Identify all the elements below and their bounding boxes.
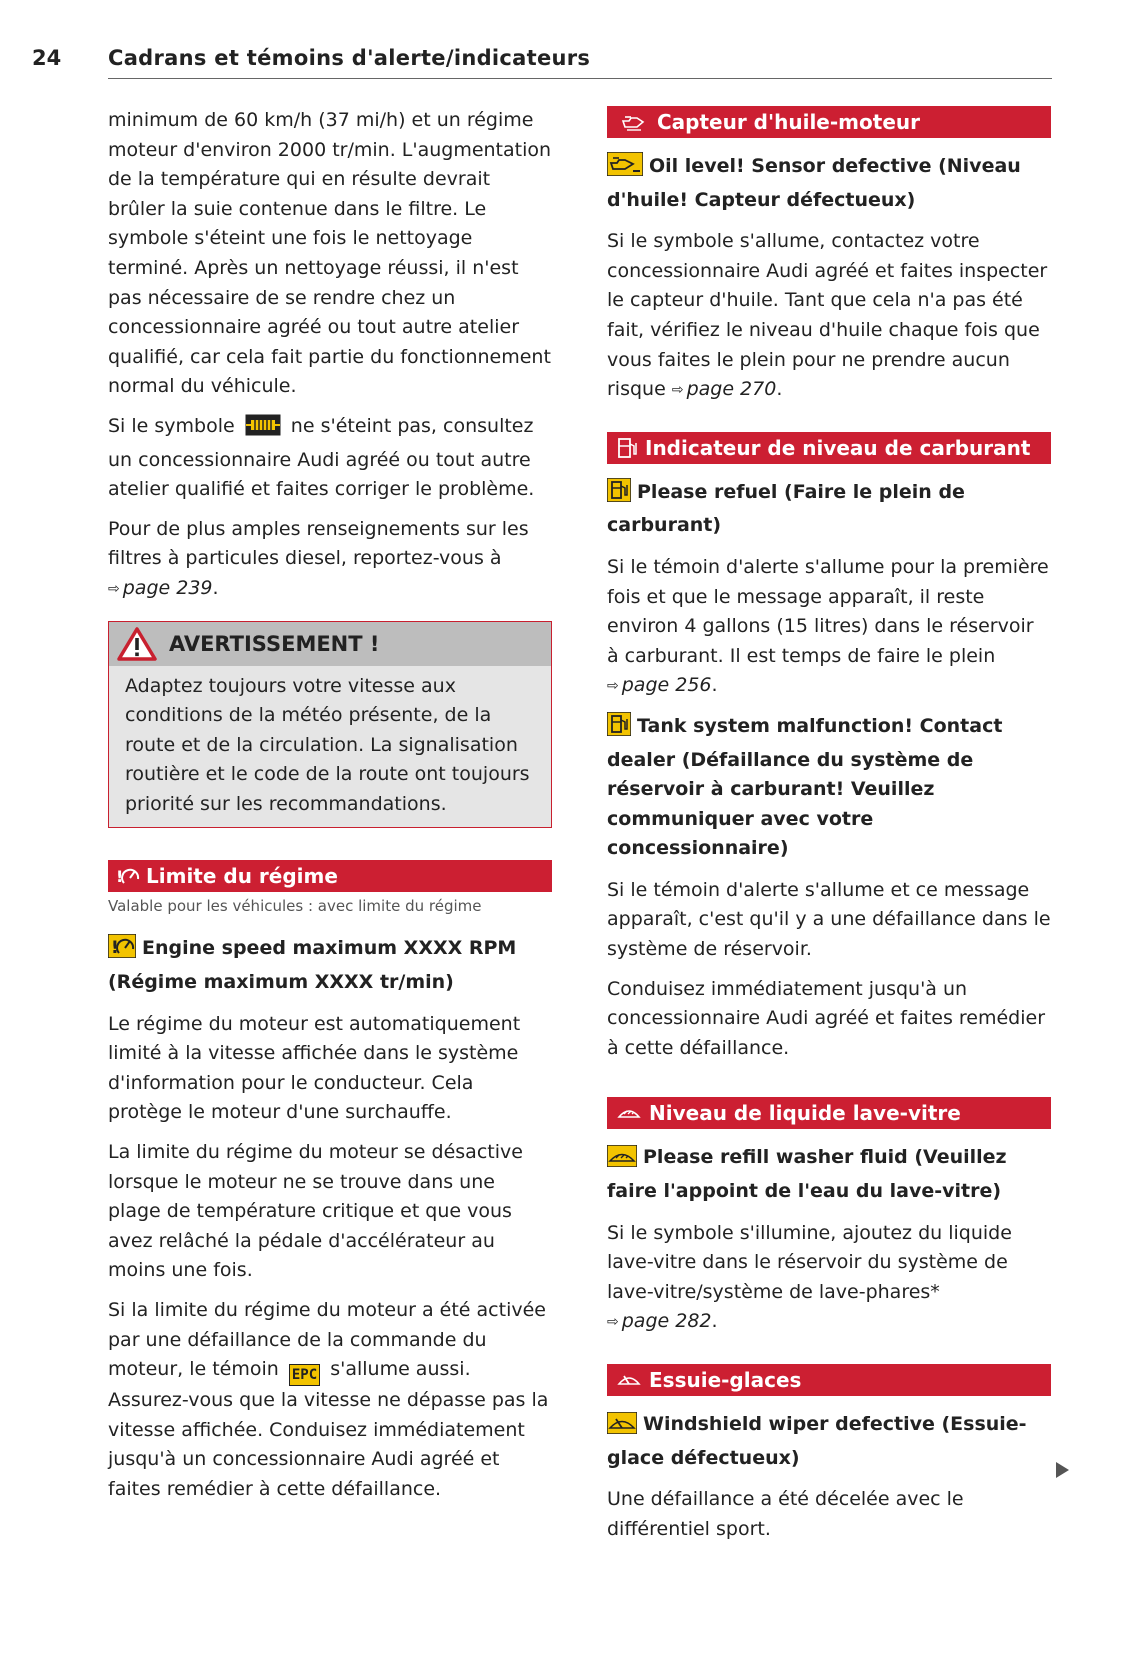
washer-fluid-warning-icon (607, 1145, 637, 1177)
paragraph: Si le symbole s'allume, contactez votre concessionnaire Audi agréé et faites inspecter le capteur d'huile. Tant que cela n'a pas été fait, vérifiez le niveau d'huile chaque fois que vous faites le plein pour ne prendre aucun risque ⇨ page 270. (607, 230, 1048, 401)
paragraph: Si le témoin d'alerte s'allume et ce message apparaît, c'est qu'il y a une défaillance dans le système de réservoir. (607, 878, 1051, 961)
paragraph: Si le témoin d'alerte s'allume pour la première fois et que le message apparaît, il reste environ 4 gallons (15 litres) dans le réservoir à carburant. Il est temps de faire le plein ⇨ page 256. (607, 555, 1049, 697)
message-heading: Oil level! Sensor defective (Niveau d'huile! Capteur défectueux) (607, 152, 1051, 215)
message-heading: Please refuel (Faire le plein de carburant) (607, 478, 1051, 541)
reference-arrow-icon: ⇨ (607, 1314, 619, 1331)
message-heading: ! Engine speed maximum XXXX RPM (Régime maximum XXXX tr/min) (108, 934, 552, 997)
warning-header (109, 622, 551, 666)
warning-text: Adaptez toujours votre vitesse aux conditions de la météo présente, de la route et de la circulation. La signalisation routière et le code de la route ont toujours priorité sur les recommandations. (125, 674, 530, 815)
paragraph: La limite du régime du moteur se désactive lorsque le moteur ne se trouve dans une plage de température critique et que vous avez relâché la pédale d'accélérateur au moins une fois. (108, 1141, 523, 1282)
particulate-filter-icon (245, 414, 281, 446)
paragraph: Conduisez immédiatement jusqu'à un concessionnaire Audi agréé et faites remédier à cette défaillance. (607, 977, 1046, 1059)
wiper-warning-icon (607, 1412, 637, 1444)
oil-can-icon (615, 111, 651, 133)
reference-arrow-icon: ⇨ (607, 678, 619, 695)
fuel-warning-icon (607, 712, 631, 746)
page-number: 24 (32, 46, 62, 70)
section-header-rpm-limit: ! Limite du régime (108, 860, 552, 892)
right-column (607, 106, 1051, 1554)
section-header-oil-sensor: Capteur d'huile-moteur (607, 106, 1051, 138)
reference-arrow-icon: ⇨ (108, 580, 120, 597)
oil-sensor-warning-icon (607, 152, 643, 186)
message-heading: Tank system malfunction! Contact dealer (Défaillance du système de réservoir à carburant! Veuillez communiquer avec votre concessionnaire) (607, 712, 1051, 864)
message-heading: Windshield wiper defective (Essuie-glace défectueux) (607, 1413, 1027, 1469)
wiper-icon (615, 1369, 643, 1391)
next-page-arrow-icon (1056, 1462, 1069, 1478)
page-reference-link[interactable]: ⇨ page 270. (671, 378, 783, 401)
svg-text:!: ! (111, 938, 119, 959)
fuel-warning-icon (607, 478, 631, 512)
section-header-wipers: Essuie-glaces (607, 1364, 1051, 1396)
paragraph: minimum de 60 km/h (37 mi/h) et un régime moteur d'environ 2000 tr/min. L'augmentation de la température qui en résulte devrait brûler la suie contenue dans le filtre. Le symbole s'éteint une fois le nettoyage terminé. Après un nettoyage réussi, il n'est pas nécessaire de se rendre chez un concessionnaire agréé ou tout autre atelier qualifié, car cela fait partie du fonctionnement normal du véhicule. (108, 109, 552, 398)
left-column (108, 106, 552, 1515)
reference-arrow-icon: ⇨ (671, 382, 684, 399)
warning-triangle-icon (117, 626, 157, 662)
section-header-fuel-level: Indicateur de niveau de carburant (607, 432, 1051, 464)
fuel-pump-icon (615, 437, 639, 459)
applicability-note: Valable pour les véhicules : avec limite du régime (108, 897, 482, 916)
rpm-limit-warning-icon (108, 934, 136, 968)
warning-title: AVERTISSEMENT ! (169, 631, 380, 656)
svg-text:!: ! (116, 867, 124, 887)
section-header-washer-fluid: Niveau de liquide lave-vitre (607, 1097, 1051, 1129)
paragraph: Si la limite du régime du moteur a été activée par une défaillance de la commande du moteur, le témoin EPC s'allume aussi. Assurez-vous que la vitesse ne dépasse pas la vitesse affichée. Conduisez immédiatement jusqu'à un concessionnaire Audi agréé et faites remédier à cette défaillance. (108, 1299, 549, 1500)
message-heading: Please refill washer fluid (Veuillez faire l'appoint de l'eau du lave-vitre) (607, 1146, 1007, 1203)
paragraph: Une défaillance a été décelée avec le différentiel sport. (607, 1488, 964, 1540)
paragraph: Pour de plus amples renseignements sur les filtres à particules diesel, reportez-vous à ⇨ page 239. (108, 517, 529, 599)
rpm-limit-icon (116, 865, 140, 887)
epc-warning-icon: EPC (289, 1364, 320, 1386)
washer-fluid-icon (615, 1102, 643, 1124)
paragraph: Si le symbole ne s'éteint pas, consultez un concessionnaire Audi agréé ou tout autre atelier qualifié et faites corriger le problème. (108, 414, 535, 501)
paragraph: Si le symbole s'illumine, ajoutez du liquide lave-vitre dans le réservoir du système de lave-vitre/système de lave-phares* ⇨ page 282. (607, 1221, 1012, 1333)
header-divider (108, 78, 1052, 79)
page-reference-link[interactable]: ⇨ page 239. (108, 576, 219, 599)
paragraph: Le régime du moteur est automatiquement limité à la vitesse affichée dans le système d'information pour le conducteur. Cela protège le moteur d'une surchauffe. (108, 1012, 521, 1124)
page-reference-link[interactable]: ⇨ page 256. (607, 674, 718, 697)
warning-box (108, 621, 552, 829)
page-reference-link[interactable]: ⇨ page 282. (607, 1310, 718, 1333)
page-header-title: Cadrans et témoins d'alerte/indicateurs (108, 46, 591, 70)
